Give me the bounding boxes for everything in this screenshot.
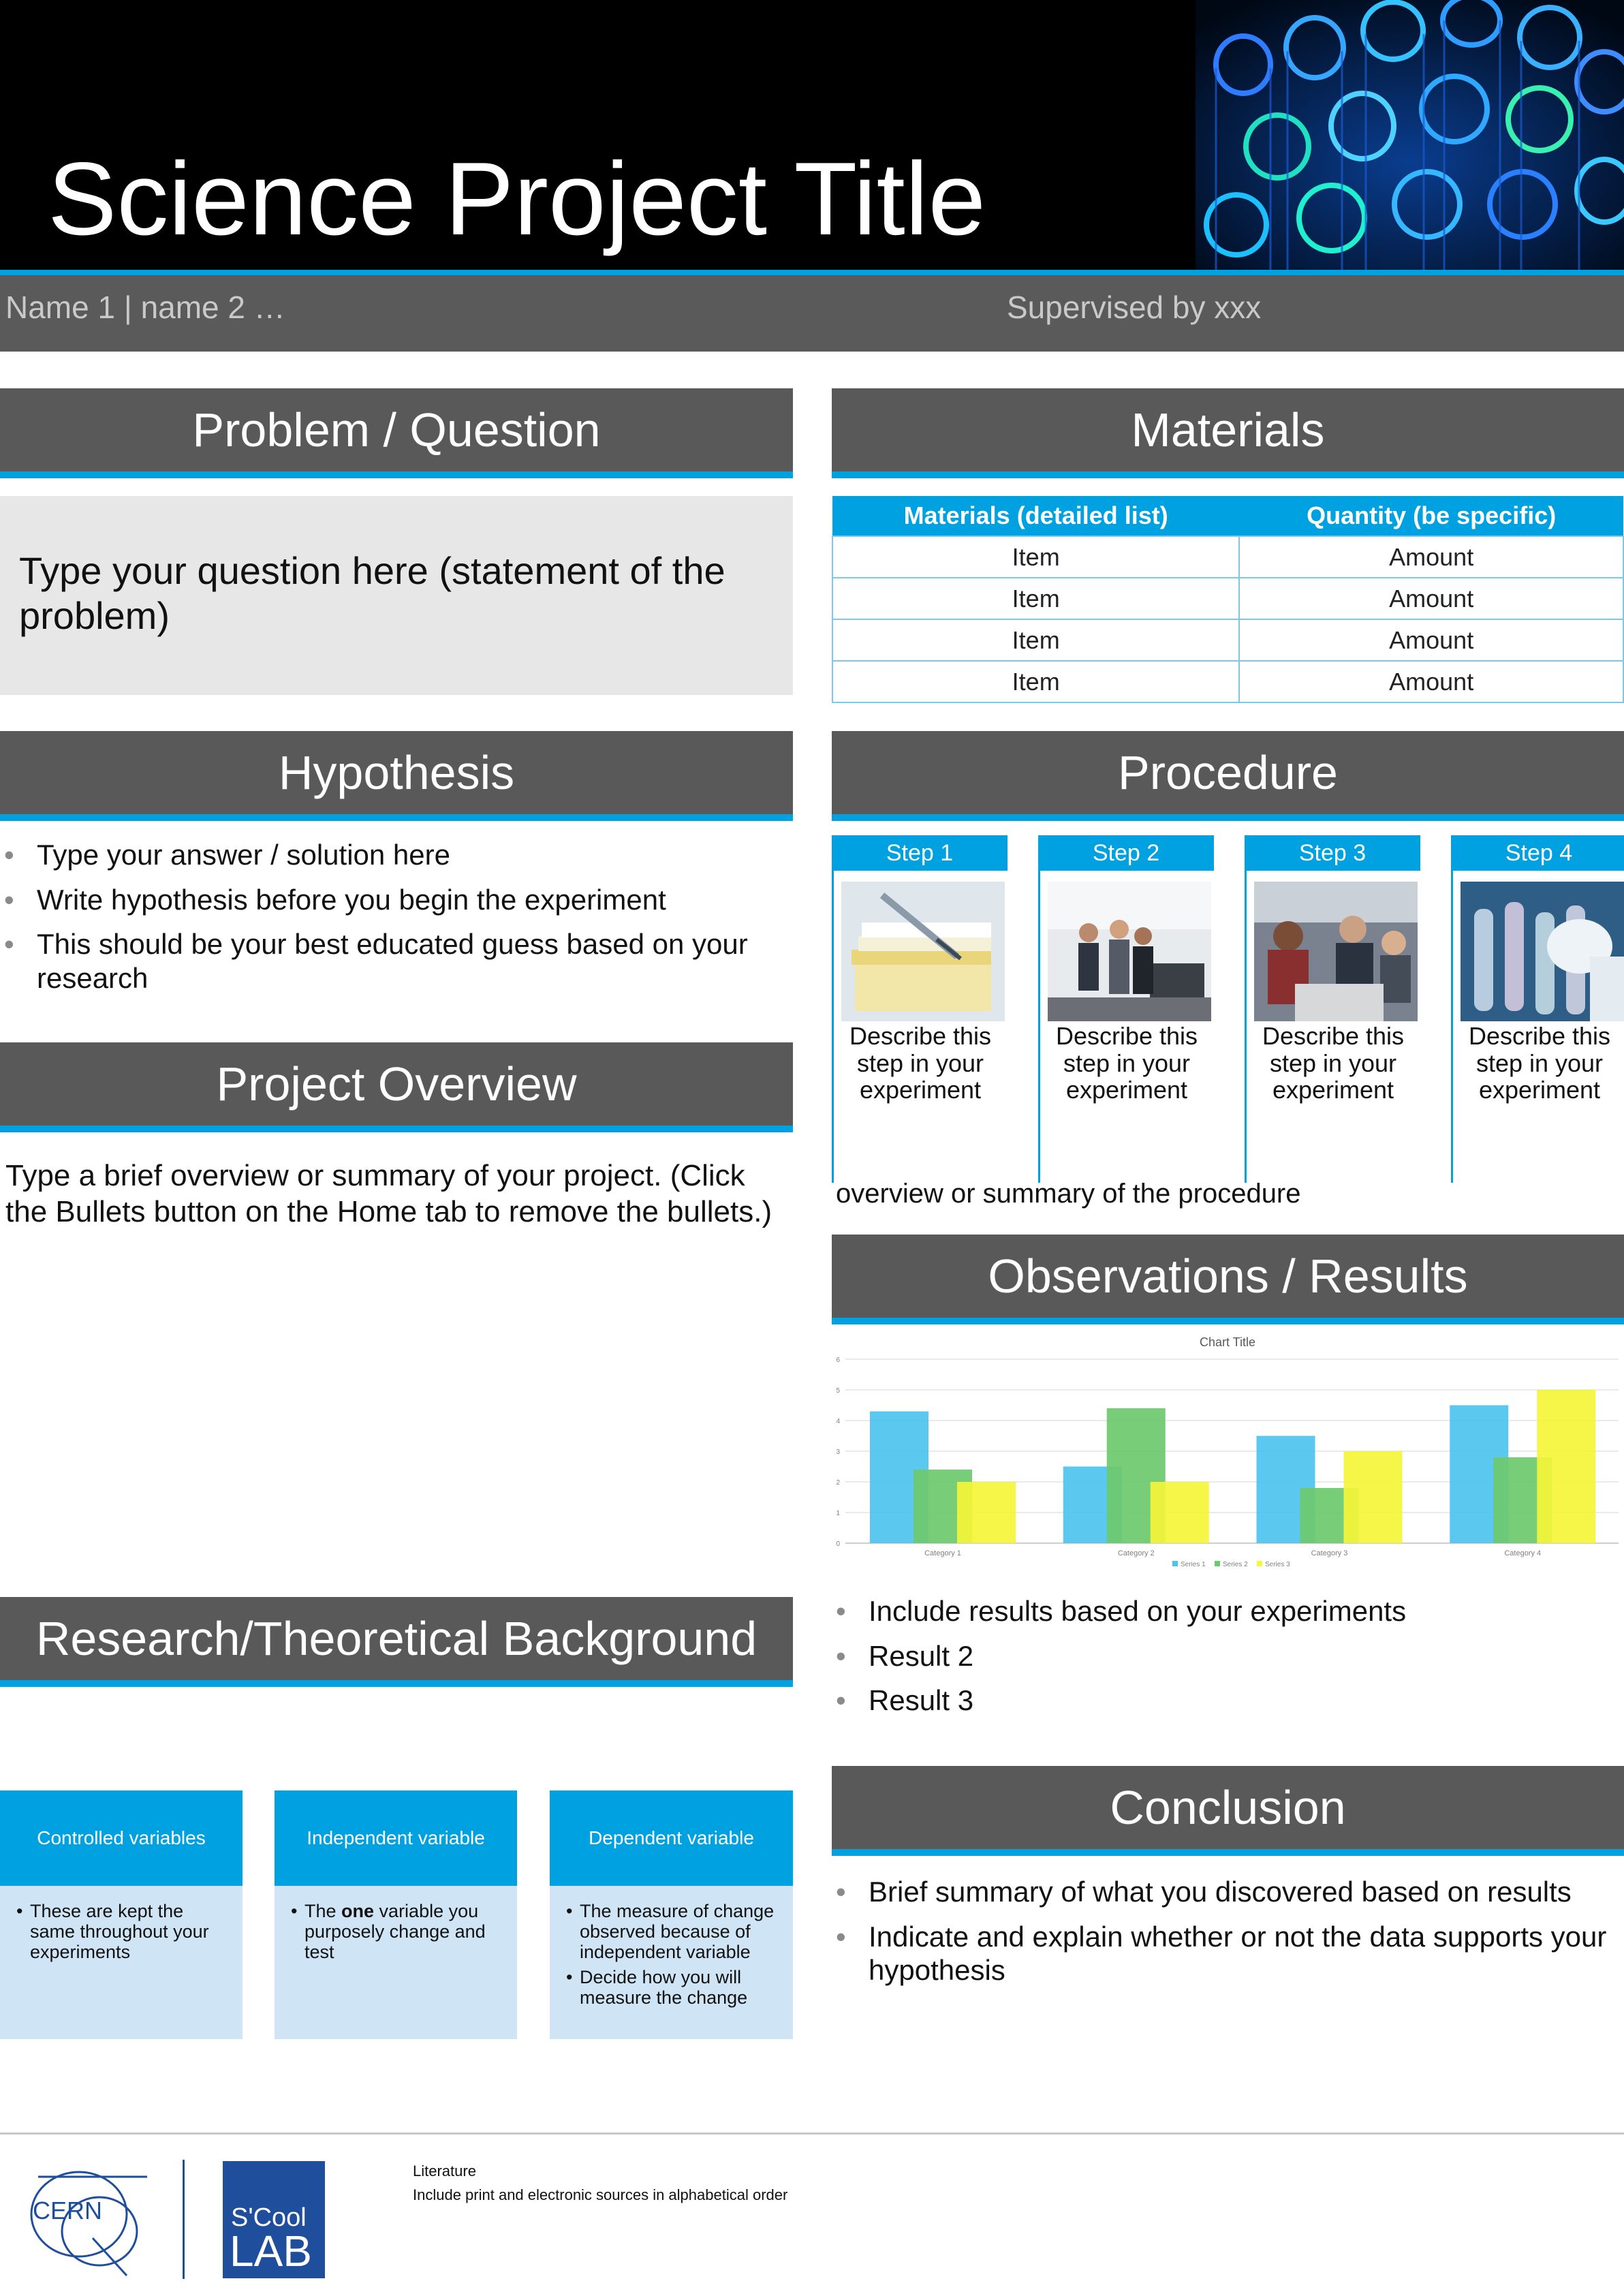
scool-logo-bottom: LAB [230, 2227, 312, 2276]
x-tick-label: Category 4 [1504, 1549, 1542, 1557]
y-tick-label: 4 [836, 1418, 840, 1425]
step-label: Step 1 [832, 835, 1008, 871]
dependent-variable-header: Dependent variable [550, 1790, 793, 1886]
cern-logo [25, 2156, 151, 2279]
table-row [832, 661, 1623, 702]
students-working-photo [1254, 882, 1418, 1021]
table-row [832, 619, 1623, 661]
step-description: Describe this step in your experiment [849, 1022, 992, 1104]
header-accent-line [0, 270, 1624, 275]
chart-bars [870, 1390, 1595, 1543]
procedure-step-4 [1451, 835, 1624, 1183]
list-item: • The measure of change observed because of independent variable [566, 1901, 779, 1963]
bar-series-3 [1344, 1451, 1403, 1543]
step-description: Describe this step in your experiment [1055, 1022, 1198, 1104]
list-item: • Include results based on your experiments [832, 1594, 1615, 1628]
table-cell: Item [832, 619, 1239, 661]
documents-pen-photo [841, 882, 1005, 1021]
table-cell: Item [832, 661, 1239, 702]
step-description: Describe this step in your experiment [1468, 1022, 1611, 1104]
test-tubes-image [1196, 0, 1624, 270]
legend-swatch [1172, 1561, 1178, 1566]
step-divider [832, 871, 834, 1183]
section-header-hypothesis: Hypothesis [0, 731, 793, 821]
y-tick-label: 0 [836, 1540, 840, 1548]
x-tick-label: Category 1 [924, 1549, 961, 1557]
section-header-procedure: Procedure [832, 731, 1624, 821]
table-cell: Amount [1239, 578, 1623, 619]
results-bar-chart [832, 1332, 1624, 1577]
table-header: Quantity (be specific) [1239, 496, 1623, 536]
y-tick-label: 3 [836, 1448, 840, 1456]
y-tick-label: 2 [836, 1479, 840, 1487]
step-label: Step 4 [1451, 835, 1624, 871]
materials-table [832, 496, 1624, 703]
table-cell: Amount [1239, 619, 1623, 661]
section-header-materials: Materials [832, 388, 1624, 478]
legend-label: Series 2 [1223, 1561, 1248, 1568]
header-banner [0, 0, 1624, 271]
section-header-research: Research/Theoretical Background [0, 1597, 793, 1687]
section-header-observations: Observations / Results [832, 1235, 1624, 1324]
x-axis [924, 1549, 1541, 1557]
list-item: • Type your answer / solution here [0, 838, 770, 872]
legend-swatch [1215, 1561, 1220, 1566]
legend-label: Series 3 [1265, 1561, 1290, 1568]
test-tubes-glove-photo [1461, 882, 1624, 1021]
y-tick-label: 6 [836, 1356, 840, 1364]
table-cell: Item [832, 578, 1239, 619]
project-title: Science Project Title [48, 141, 986, 257]
independent-variable-box [275, 1886, 517, 2039]
chart-title: Chart Title [1199, 1335, 1256, 1349]
list-item: • Result 2 [832, 1639, 1615, 1673]
section-header-overview: Project Overview [0, 1042, 793, 1132]
list-item: • Decide how you will measure the change [566, 1967, 779, 2008]
step-description: Describe this step in your experiment [1262, 1022, 1405, 1104]
section-header-problem: Problem / Question [0, 388, 793, 478]
x-tick-label: Category 2 [1117, 1549, 1155, 1557]
procedure-step-1 [832, 835, 1008, 1183]
bar-series-3 [1151, 1482, 1209, 1543]
dependent-variable-box [550, 1886, 793, 2039]
list-item: • These are kept the same throughout your experiments [16, 1901, 229, 1963]
footer-separator [183, 2160, 185, 2279]
supervisor: Supervised by xxx [1007, 290, 1262, 325]
table-row [832, 578, 1623, 619]
list-item: • Brief summary of what you discovered based on results [832, 1875, 1615, 1909]
step-label: Step 2 [1038, 835, 1214, 871]
procedure-step-2 [1038, 835, 1214, 1183]
independent-variable-header: Independent variable [275, 1790, 517, 1886]
list-item: • Write hypothesis before you begin the experiment [0, 883, 770, 917]
step-label: Step 3 [1245, 835, 1420, 871]
x-tick-label: Category 3 [1311, 1549, 1348, 1557]
step-divider [1245, 871, 1247, 1183]
table-cell: Amount [1239, 536, 1623, 578]
hypothesis-list [0, 838, 770, 1006]
literature-title: Literature [413, 2162, 476, 2179]
list-item: • Indicate and explain whether or not the data supports your hypothesis [832, 1920, 1615, 1987]
table-header: Materials (detailed list) [832, 496, 1239, 536]
step-divider [1451, 871, 1453, 1183]
procedure-summary: overview or summary of the procedure [836, 1179, 1301, 1209]
scool-logo-top: S'Cool [231, 2203, 307, 2232]
conclusion-list [832, 1875, 1615, 1998]
list-item: • This should be your best educated guess based on your research [0, 927, 770, 995]
office-meeting-photo [1048, 882, 1211, 1021]
author-names: Name 1 | name 2 … [5, 290, 285, 325]
controlled-variables-box [0, 1886, 243, 2039]
table-row [832, 536, 1623, 578]
problem-text: Type your question here (statement of the problem) [19, 549, 725, 638]
list-item: • Result 3 [832, 1684, 1615, 1718]
scool-lab-logo [223, 2161, 325, 2278]
results-list [832, 1594, 1615, 1728]
bar-series-3 [1537, 1390, 1595, 1543]
bar-series-3 [957, 1482, 1016, 1543]
cern-logo-text: CERN [33, 2197, 103, 2224]
y-tick-label: 1 [836, 1510, 840, 1517]
controlled-variables-header: Controlled variables [0, 1790, 243, 1886]
legend-label: Series 1 [1181, 1561, 1206, 1568]
table-cell: Amount [1239, 661, 1623, 702]
footer-divider [0, 2132, 1624, 2135]
literature-text: Include print and electronic sources in alphabetical order [413, 2186, 788, 2203]
y-axis [836, 1356, 840, 1548]
legend-swatch [1257, 1561, 1262, 1566]
list-item: • The one variable you purposely change and test [291, 1901, 503, 1963]
y-tick-label: 5 [836, 1387, 840, 1395]
section-header-conclusion: Conclusion [832, 1766, 1624, 1856]
chart-legend [1172, 1561, 1290, 1568]
step-divider [1038, 871, 1040, 1183]
table-cell: Item [832, 536, 1239, 578]
overview-text: Type a brief overview or summary of your project. (Click the Bullets button on the Home tab to remove the bullets.) [5, 1159, 772, 1228]
procedure-step-3 [1245, 835, 1420, 1183]
